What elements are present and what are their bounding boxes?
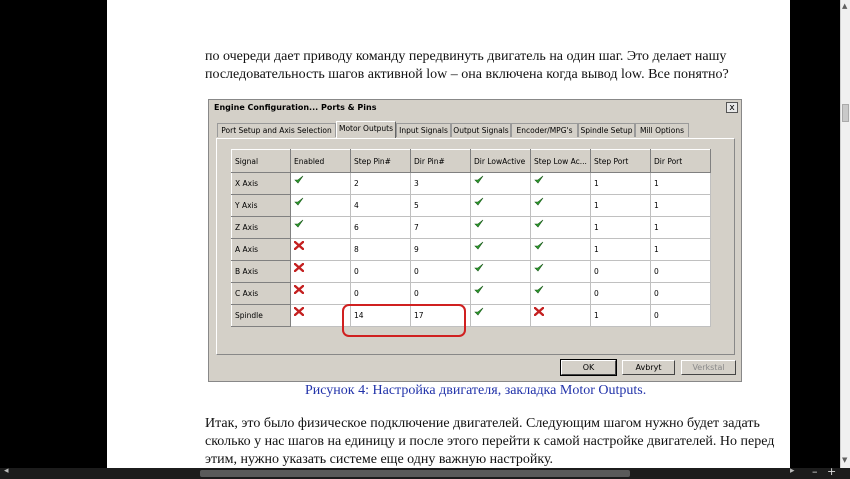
cell-step-lowactive[interactable] bbox=[531, 239, 591, 261]
cell-value: 0 bbox=[594, 267, 599, 276]
cross-icon[interactable] bbox=[294, 307, 304, 316]
check-icon[interactable] bbox=[534, 197, 544, 206]
tab-port-setup[interactable]: Port Setup and Axis Selection bbox=[217, 123, 336, 137]
col-header-dir-pin[interactable]: Dir Pin# bbox=[411, 150, 471, 173]
cell-value: 1 bbox=[594, 223, 599, 232]
page-margin-right bbox=[790, 0, 840, 479]
cell-value: 1 bbox=[654, 223, 659, 232]
scroll-right-icon[interactable]: ▸ bbox=[790, 466, 795, 476]
cell-value: 1 bbox=[594, 245, 599, 254]
tab-spindle-setup[interactable]: Spindle Setup bbox=[578, 123, 635, 137]
cell-enabled[interactable] bbox=[291, 283, 351, 305]
table-row bbox=[232, 217, 711, 239]
cell-value: 4 bbox=[354, 201, 359, 210]
col-header-step-lowactive[interactable]: Step Low Ac... bbox=[531, 150, 591, 173]
cell-dir-port[interactable] bbox=[651, 261, 711, 283]
cell-signal[interactable] bbox=[232, 217, 291, 239]
apply-button[interactable]: Verkstal bbox=[681, 360, 736, 375]
cell-step-port[interactable] bbox=[591, 305, 651, 327]
check-icon[interactable] bbox=[294, 175, 304, 184]
motor-outputs-table bbox=[231, 149, 711, 327]
cell-signal[interactable] bbox=[232, 283, 291, 305]
cell-enabled[interactable] bbox=[291, 239, 351, 261]
cell-enabled[interactable] bbox=[291, 217, 351, 239]
cell-signal[interactable] bbox=[232, 239, 291, 261]
cross-icon[interactable] bbox=[534, 307, 544, 316]
table-header-row bbox=[232, 150, 711, 173]
table-row bbox=[232, 261, 711, 283]
cell-step-port[interactable] bbox=[591, 195, 651, 217]
cell-step-pin[interactable] bbox=[351, 173, 411, 195]
page-margin-left bbox=[0, 0, 107, 479]
cell-dir-pin[interactable] bbox=[411, 239, 471, 261]
cell-step-port[interactable] bbox=[591, 173, 651, 195]
check-icon[interactable] bbox=[474, 197, 484, 206]
cell-value: 17 bbox=[414, 311, 424, 320]
cell-step-pin[interactable] bbox=[351, 195, 411, 217]
cell-dir-pin[interactable] bbox=[411, 173, 471, 195]
cell-value: 0 bbox=[594, 289, 599, 298]
cell-signal[interactable] bbox=[232, 261, 291, 283]
cell-value: 1 bbox=[654, 179, 659, 188]
vertical-scrollbar[interactable] bbox=[840, 0, 850, 468]
tab-output-signals[interactable]: Output Signals bbox=[451, 123, 511, 137]
tab-input-signals[interactable]: Input Signals bbox=[396, 123, 451, 137]
col-header-step-pin[interactable]: Step Pin# bbox=[351, 150, 411, 173]
cell-enabled[interactable] bbox=[291, 305, 351, 327]
cell-value: 9 bbox=[414, 245, 419, 254]
zoom-in-icon[interactable]: + bbox=[827, 465, 837, 478]
cell-value: Z Axis bbox=[235, 223, 259, 232]
table-row bbox=[232, 173, 711, 195]
col-header-enabled[interactable]: Enabled bbox=[291, 150, 351, 173]
cross-icon[interactable] bbox=[294, 241, 304, 250]
cell-step-pin[interactable] bbox=[351, 283, 411, 305]
cell-signal[interactable] bbox=[232, 305, 291, 327]
cancel-button[interactable]: Avbryt bbox=[622, 360, 675, 375]
check-icon[interactable] bbox=[474, 263, 484, 272]
cell-value: 1 bbox=[594, 179, 599, 188]
cell-enabled[interactable] bbox=[291, 261, 351, 283]
cell-value: A Axis bbox=[235, 245, 259, 254]
cell-step-port[interactable] bbox=[591, 261, 651, 283]
cell-step-pin[interactable] bbox=[351, 239, 411, 261]
cell-dir-pin[interactable] bbox=[411, 217, 471, 239]
cell-step-port[interactable] bbox=[591, 217, 651, 239]
cell-dir-port[interactable] bbox=[651, 305, 711, 327]
dialog-titlebar[interactable] bbox=[211, 102, 739, 116]
check-icon[interactable] bbox=[474, 307, 484, 316]
check-icon[interactable] bbox=[474, 219, 484, 228]
cell-dir-pin[interactable] bbox=[411, 261, 471, 283]
cell-dir-port[interactable] bbox=[651, 239, 711, 261]
cell-dir-port[interactable] bbox=[651, 283, 711, 305]
tab-encoder-mpg[interactable]: Encoder/MPG's bbox=[511, 123, 578, 137]
check-icon[interactable] bbox=[474, 241, 484, 250]
cell-dir-lowactive[interactable] bbox=[471, 239, 531, 261]
engine-config-dialog bbox=[208, 99, 742, 382]
col-header-step-port[interactable]: Step Port bbox=[591, 150, 651, 173]
cell-dir-port[interactable] bbox=[651, 173, 711, 195]
cell-dir-port[interactable] bbox=[651, 195, 711, 217]
cell-value: 1 bbox=[594, 311, 599, 320]
scroll-thumb[interactable] bbox=[842, 104, 849, 122]
paragraph-top: по очереди дает приводу команду передвинуть двигатель на один шаг. Это делает нашу последовательность шагов активной low – она включена когда вывод low. Все понятно? bbox=[205, 49, 729, 82]
col-header-dir-lowactive[interactable]: Dir LowActive bbox=[471, 150, 531, 173]
cell-step-lowactive[interactable] bbox=[531, 261, 591, 283]
cell-step-pin[interactable] bbox=[351, 261, 411, 283]
cell-dir-lowactive[interactable] bbox=[471, 261, 531, 283]
scroll-h-thumb[interactable] bbox=[200, 470, 630, 477]
tab-motor-outputs[interactable]: Motor Outputs bbox=[336, 121, 396, 138]
cell-value: 0 bbox=[414, 289, 419, 298]
cell-value: C Axis bbox=[235, 289, 259, 298]
scroll-left-icon[interactable]: ◂ bbox=[4, 466, 9, 476]
cell-value: X Axis bbox=[235, 179, 259, 188]
table-row bbox=[232, 239, 711, 261]
check-icon[interactable] bbox=[474, 285, 484, 294]
cell-step-port[interactable] bbox=[591, 283, 651, 305]
cell-value: 0 bbox=[654, 289, 659, 298]
cell-value: 3 bbox=[414, 179, 419, 188]
scroll-up-icon[interactable]: ▲ bbox=[842, 2, 848, 10]
cell-step-lowactive[interactable] bbox=[531, 217, 591, 239]
check-icon[interactable] bbox=[294, 197, 304, 206]
paragraph-bottom: Итак, это было физическое подключение двигателей. Следующим шагом нужно будет задать сколько у нас шагов на единицу и после этого перейти к самой настройке двигателей. Но перед этим, нужно указать системе еще одну важную настройку. bbox=[205, 416, 775, 467]
tab-mill-options[interactable]: Mill Options bbox=[635, 123, 689, 137]
cell-signal[interactable] bbox=[232, 195, 291, 217]
cell-step-lowactive[interactable] bbox=[531, 173, 591, 195]
scroll-down-icon[interactable]: ▼ bbox=[842, 456, 848, 464]
cell-step-lowactive[interactable] bbox=[531, 283, 591, 305]
cell-dir-lowactive[interactable] bbox=[471, 173, 531, 195]
cell-value: 6 bbox=[354, 223, 359, 232]
col-header-signal[interactable]: Signal bbox=[232, 150, 291, 173]
cell-value: 0 bbox=[654, 311, 659, 320]
cell-dir-pin[interactable] bbox=[411, 195, 471, 217]
cell-dir-pin[interactable] bbox=[411, 283, 471, 305]
cell-step-port[interactable] bbox=[591, 239, 651, 261]
table-row bbox=[232, 283, 711, 305]
cell-value: 5 bbox=[414, 201, 419, 210]
cell-value: 0 bbox=[414, 267, 419, 276]
horizontal-scrollbar[interactable] bbox=[0, 465, 850, 479]
cell-value: Spindle bbox=[235, 311, 263, 320]
cell-enabled[interactable] bbox=[291, 173, 351, 195]
cross-icon[interactable] bbox=[294, 285, 304, 294]
cell-step-pin[interactable] bbox=[351, 305, 411, 327]
check-icon[interactable] bbox=[534, 263, 544, 272]
cell-dir-port[interactable] bbox=[651, 217, 711, 239]
cell-value: 2 bbox=[354, 179, 359, 188]
cell-value: 14 bbox=[354, 311, 364, 320]
cell-value: 1 bbox=[594, 201, 599, 210]
check-icon[interactable] bbox=[534, 175, 544, 184]
figure-caption: Рисунок 4: Настройка двигателя, закладка Motor Outputs. bbox=[305, 383, 647, 398]
dialog-title: Engine Configuration... Ports & Pins bbox=[214, 103, 377, 112]
cell-value: 1 bbox=[654, 201, 659, 210]
cell-step-lowactive[interactable] bbox=[531, 195, 591, 217]
cell-dir-lowactive[interactable] bbox=[471, 283, 531, 305]
cell-value: 0 bbox=[354, 267, 359, 276]
zoom-out-icon[interactable]: – bbox=[812, 465, 818, 478]
check-icon[interactable] bbox=[474, 175, 484, 184]
cell-value: Y Axis bbox=[235, 201, 258, 210]
check-icon[interactable] bbox=[534, 219, 544, 228]
cell-value: 8 bbox=[354, 245, 359, 254]
cell-signal[interactable] bbox=[232, 173, 291, 195]
cell-value: 7 bbox=[414, 223, 419, 232]
cell-value: 1 bbox=[654, 245, 659, 254]
cell-dir-lowactive[interactable] bbox=[471, 195, 531, 217]
table-row bbox=[232, 195, 711, 217]
cell-dir-lowactive[interactable] bbox=[471, 305, 531, 327]
col-header-dir-port[interactable]: Dir Port bbox=[651, 150, 711, 173]
table-row bbox=[232, 305, 711, 327]
cell-step-pin[interactable] bbox=[351, 217, 411, 239]
ok-button[interactable]: OK bbox=[561, 360, 616, 375]
cell-dir-pin[interactable] bbox=[411, 305, 471, 327]
check-icon[interactable] bbox=[534, 241, 544, 250]
cell-value: B Axis bbox=[235, 267, 259, 276]
check-icon[interactable] bbox=[294, 219, 304, 228]
cell-enabled[interactable] bbox=[291, 195, 351, 217]
cell-step-lowactive[interactable] bbox=[531, 305, 591, 327]
cross-icon[interactable] bbox=[294, 263, 304, 272]
cell-value: 0 bbox=[354, 289, 359, 298]
check-icon[interactable] bbox=[534, 285, 544, 294]
cell-dir-lowactive[interactable] bbox=[471, 217, 531, 239]
cell-value: 0 bbox=[654, 267, 659, 276]
close-button[interactable]: x bbox=[726, 102, 738, 113]
